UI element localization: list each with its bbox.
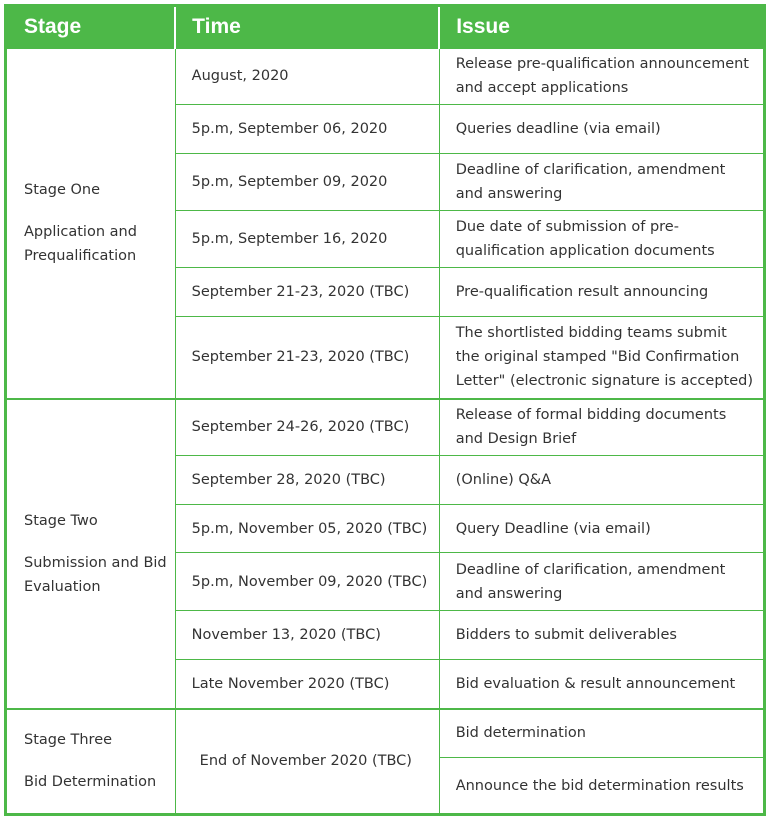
stage-one-name: Stage One — [24, 182, 101, 198]
issue-cell: Queries deadline (via email) — [439, 105, 764, 154]
issue-cell: Announce the bid determination results — [439, 758, 764, 815]
header-stage: Stage — [6, 6, 176, 48]
time-cell: 5p.m, September 16, 2020 — [175, 211, 439, 268]
stage-three-subtitle: Bid Determination — [24, 774, 157, 791]
issue-cell: Bidders to submit deliverables — [439, 611, 764, 660]
issue-cell: The shortlisted bidding teams submit the original stamped "Bid Confirmation Letter" (electronic signature is accepted) — [439, 317, 764, 399]
table-row — [6, 48, 765, 105]
time-cell: September 21-23, 2020 (TBC) — [175, 268, 439, 317]
issue-cell: Release of formal bidding documents and Design Brief — [439, 399, 764, 456]
time-cell: September 21-23, 2020 (TBC) — [175, 317, 439, 399]
table-row — [6, 399, 765, 456]
table-row — [6, 709, 765, 758]
issue-cell: Release pre-qualification announcement and accept applications — [439, 48, 764, 105]
issue-cell: Pre-qualification result announcing — [439, 268, 764, 317]
stage-three-name: Stage Three — [24, 732, 113, 749]
issue-cell: Due date of submission of pre-qualification application documents — [439, 211, 764, 268]
issue-cell: Deadline of clarification, amendment and answering — [439, 154, 764, 211]
time-cell: 5p.m, November 09, 2020 (TBC) — [175, 553, 439, 611]
time-cell: September 28, 2020 (TBC) — [175, 456, 439, 505]
time-cell: November 13, 2020 (TBC) — [175, 611, 439, 660]
time-cell: 5p.m, September 06, 2020 — [175, 105, 439, 154]
time-cell: 5p.m, November 05, 2020 (TBC) — [175, 505, 439, 553]
issue-cell: Query Deadline (via email) — [439, 505, 764, 553]
issue-cell: Bid determination — [439, 709, 764, 758]
issue-cell: (Online) Q&A — [439, 456, 764, 505]
issue-cell: Deadline of clarification, amendment and answering — [439, 553, 764, 611]
time-cell: Late November 2020 (TBC) — [175, 660, 439, 709]
time-cell: End of November 2020 (TBC) — [175, 709, 439, 815]
stage-two-name: Stage Two — [24, 512, 98, 529]
stage-three-cell — [6, 709, 176, 815]
issue-cell: Bid evaluation & result announcement — [439, 660, 764, 709]
schedule-table — [4, 4, 766, 816]
time-cell: September 24-26, 2020 (TBC) — [175, 399, 439, 456]
header-issue: Issue — [439, 6, 764, 48]
header-row — [6, 6, 765, 48]
time-cell: 5p.m, September 09, 2020 — [175, 154, 439, 211]
time-cell: August, 2020 — [175, 48, 439, 105]
stage-two-subtitle: Submission and Bid Evaluation — [24, 554, 167, 595]
stage-two-cell — [6, 399, 176, 709]
header-time: Time — [175, 6, 439, 48]
stage-one-cell — [6, 48, 176, 399]
stage-one-subtitle: Application and Prequalification — [24, 224, 137, 264]
